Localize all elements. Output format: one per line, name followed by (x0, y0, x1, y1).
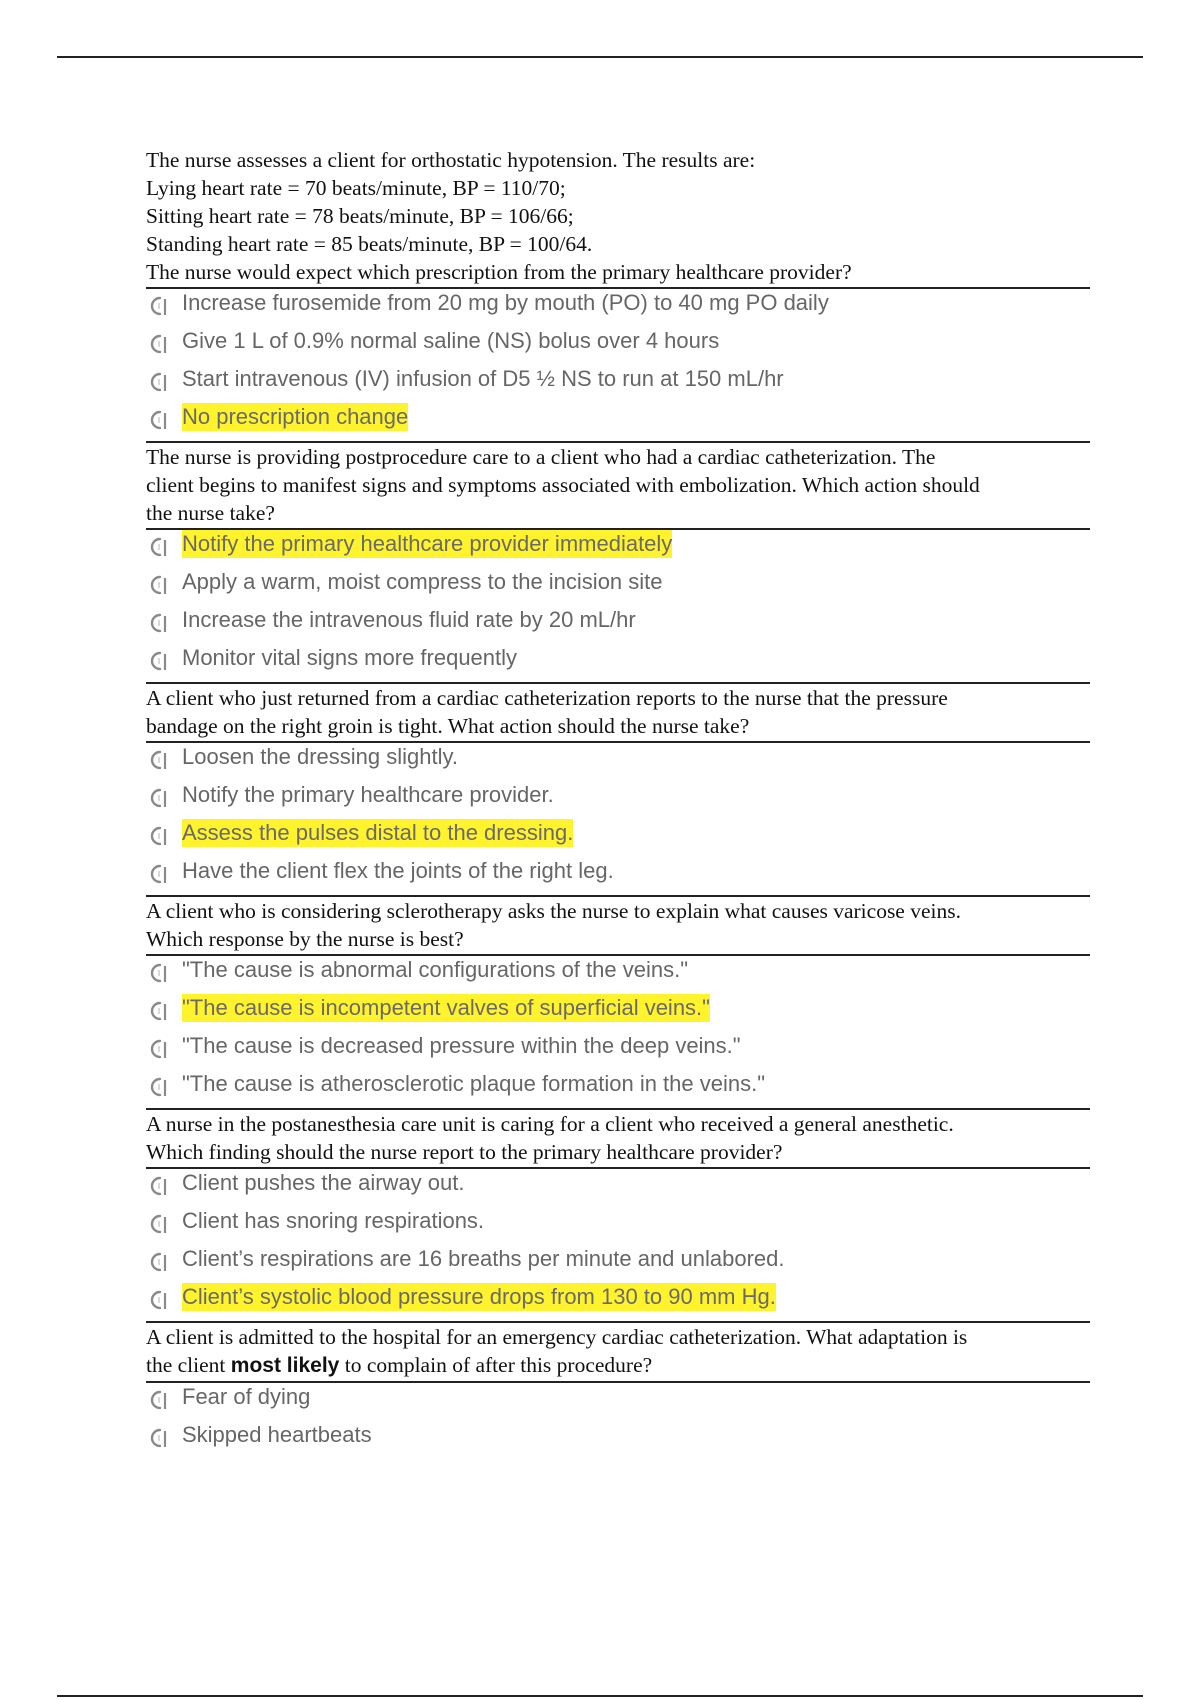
radio-option-icon[interactable] (146, 1383, 182, 1417)
answer-option[interactable] (146, 606, 1090, 644)
page-bottom-rule (57, 1695, 1143, 1697)
answer-option[interactable] (146, 1283, 1090, 1321)
radio-option-icon[interactable] (146, 1032, 182, 1066)
radio-option-icon[interactable] (146, 956, 182, 990)
stem-line: The nurse assesses a client for orthostatic hypotension. The results are: (146, 148, 756, 172)
stem-text: to complain of after this procedure? (339, 1353, 653, 1377)
radio-option-icon[interactable] (146, 530, 182, 564)
question-stem (146, 146, 1090, 289)
option-label: Client’s respirations are 16 breaths per minute and unlabored. (182, 1246, 785, 1271)
stem-line: A nurse in the postanesthesia care unit is caring for a client who received a general anesthetic. (146, 1112, 954, 1136)
option-label: Have the client flex the joints of the right leg. (182, 858, 614, 883)
stem-line (146, 1351, 1090, 1380)
radio-option-icon[interactable] (146, 327, 182, 361)
radio-option-icon[interactable] (146, 289, 182, 323)
radio-option-icon[interactable] (146, 994, 182, 1028)
option-label: Increase the intravenous fluid rate by 20 mL/hr (182, 607, 636, 632)
stem-line: A client who is considering sclerotherapy asks the nurse to explain what causes varicose veins. (146, 899, 961, 923)
answer-option[interactable] (146, 956, 1090, 994)
radio-option-icon[interactable] (146, 1245, 182, 1279)
answer-option[interactable] (146, 1421, 1090, 1459)
answer-option[interactable] (146, 1383, 1090, 1421)
option-label: Apply a warm, moist compress to the incision site (182, 569, 663, 594)
stem-line: Which response by the nurse is best? (146, 927, 464, 951)
radio-option-icon[interactable] (146, 403, 182, 437)
option-label-correct: Client’s systolic blood pressure drops from 130 to 90 mm Hg. (182, 1284, 776, 1309)
option-label: Client has snoring respirations. (182, 1208, 485, 1233)
page-top-rule (57, 56, 1143, 58)
answer-option[interactable] (146, 994, 1090, 1032)
question-1 (146, 146, 1090, 441)
answer-option[interactable] (146, 1169, 1090, 1207)
radio-option-icon[interactable] (146, 606, 182, 640)
option-label: "The cause is atherosclerotic plaque formation in the veins." (182, 1071, 766, 1096)
radio-option-icon[interactable] (146, 1421, 182, 1455)
answer-options (146, 1169, 1090, 1321)
option-label: Start intravenous (IV) infusion of D5 ½ NS to run at 150 mL/hr (182, 366, 784, 391)
answer-options (146, 743, 1090, 895)
option-label-correct: Notify the primary healthcare provider immediately (182, 531, 673, 556)
question-stem (146, 441, 1090, 530)
question-6 (146, 1321, 1090, 1459)
option-label: Give 1 L of 0.9% normal saline (NS) bolus over 4 hours (182, 328, 720, 353)
radio-option-icon[interactable] (146, 644, 182, 678)
answer-option[interactable] (146, 1245, 1090, 1283)
stem-emphasis: most likely (230, 1354, 340, 1377)
option-label: Notify the primary healthcare provider. (182, 782, 554, 807)
radio-option-icon[interactable] (146, 1070, 182, 1104)
stem-line: Standing heart rate = 85 beats/minute, BP = 100/64. (146, 232, 593, 256)
option-label: Client pushes the airway out. (182, 1170, 465, 1195)
option-label: "The cause is decreased pressure within the deep veins." (182, 1033, 741, 1058)
radio-option-icon[interactable] (146, 781, 182, 815)
option-label: Loosen the dressing slightly. (182, 744, 458, 769)
answer-option[interactable] (146, 1207, 1090, 1245)
option-label-correct: "The cause is incompetent valves of superficial veins." (182, 995, 710, 1020)
option-label-correct: Assess the pulses distal to the dressing. (182, 820, 574, 845)
radio-option-icon[interactable] (146, 1283, 182, 1317)
answer-option[interactable] (146, 365, 1090, 403)
option-label: Increase furosemide from 20 mg by mouth (PO) to 40 mg PO daily (182, 290, 829, 315)
question-2 (146, 441, 1090, 682)
answer-option[interactable] (146, 1032, 1090, 1070)
option-label: Monitor vital signs more frequently (182, 645, 518, 670)
radio-option-icon[interactable] (146, 568, 182, 602)
option-label: Skipped heartbeats (182, 1422, 372, 1447)
answer-option[interactable] (146, 644, 1090, 682)
stem-line: The nurse would expect which prescription from the primary healthcare provider? (146, 260, 852, 284)
stem-text: the client (146, 1353, 231, 1377)
question-list (146, 146, 1090, 1459)
stem-line: the nurse take? (146, 501, 275, 525)
stem-line: client begins to manifest signs and symptoms associated with embolization. Which action should (146, 473, 980, 497)
question-stem (146, 682, 1090, 743)
question-3 (146, 682, 1090, 895)
answer-option[interactable] (146, 1070, 1090, 1108)
answer-options (146, 289, 1090, 441)
option-label-correct: No prescription change (182, 404, 409, 429)
answer-option[interactable] (146, 743, 1090, 781)
stem-line: A client is admitted to the hospital for an emergency cardiac catheterization. What adaptation is (146, 1325, 968, 1349)
radio-option-icon[interactable] (146, 1169, 182, 1203)
question-4 (146, 895, 1090, 1108)
stem-line: Sitting heart rate = 78 beats/minute, BP = 106/66; (146, 204, 574, 228)
stem-line: bandage on the right groin is tight. What action should the nurse take? (146, 714, 750, 738)
radio-option-icon[interactable] (146, 743, 182, 777)
answer-option[interactable] (146, 819, 1090, 857)
option-label: Fear of dying (182, 1384, 311, 1409)
answer-option[interactable] (146, 568, 1090, 606)
answer-options (146, 956, 1090, 1108)
answer-option[interactable] (146, 857, 1090, 895)
stem-line: Which finding should the nurse report to the primary healthcare provider? (146, 1140, 783, 1164)
stem-line: A client who just returned from a cardiac catheterization reports to the nurse that the pressure (146, 686, 948, 710)
question-stem (146, 895, 1090, 956)
stem-line: The nurse is providing postprocedure care to a client who had a cardiac catheterization. The (146, 445, 936, 469)
answer-options (146, 530, 1090, 682)
answer-option[interactable] (146, 327, 1090, 365)
question-stem (146, 1321, 1090, 1383)
stem-line: Lying heart rate = 70 beats/minute, BP = 110/70; (146, 176, 566, 200)
answer-option[interactable] (146, 289, 1090, 327)
option-label: "The cause is abnormal configurations of the veins." (182, 957, 688, 982)
answer-option[interactable] (146, 781, 1090, 819)
radio-option-icon[interactable] (146, 819, 182, 853)
radio-option-icon[interactable] (146, 365, 182, 399)
question-5 (146, 1108, 1090, 1321)
radio-option-icon[interactable] (146, 857, 182, 891)
question-stem (146, 1108, 1090, 1169)
radio-option-icon[interactable] (146, 1207, 182, 1241)
answer-option[interactable] (146, 530, 1090, 568)
answer-option[interactable] (146, 403, 1090, 441)
answer-options (146, 1383, 1090, 1459)
